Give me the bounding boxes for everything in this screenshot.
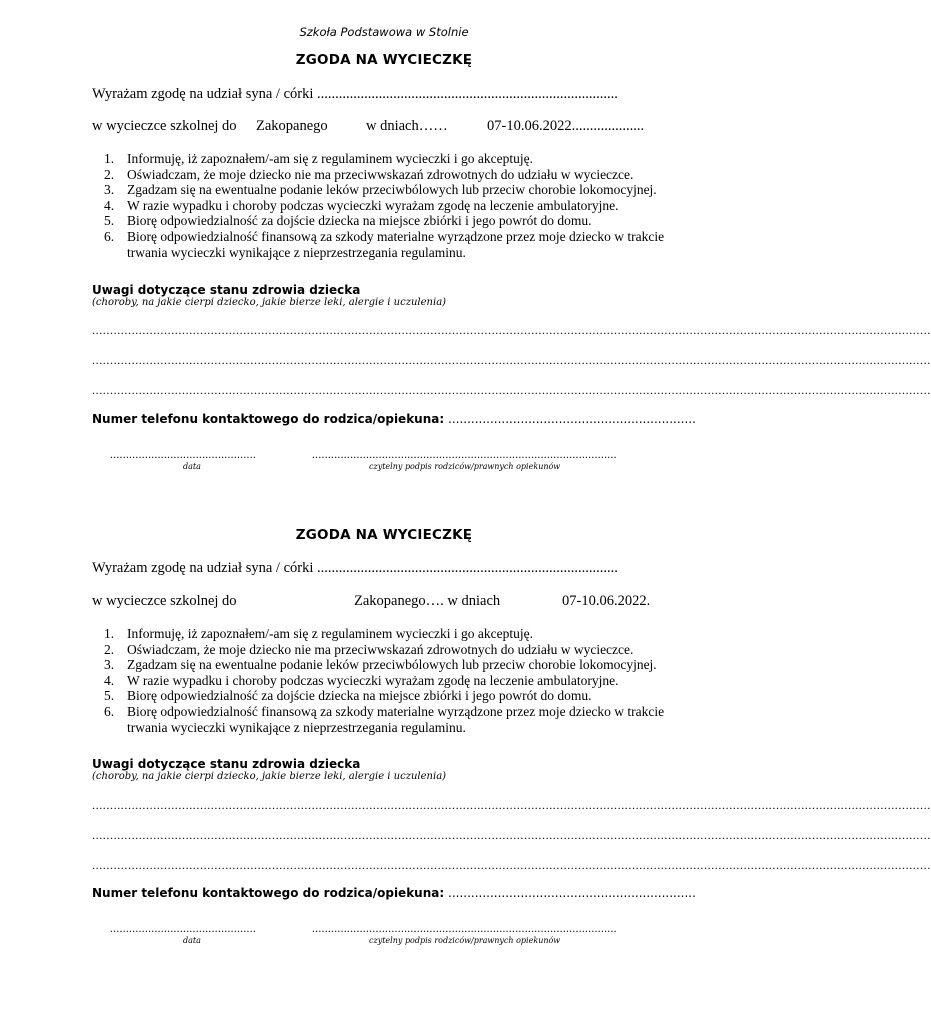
- health-notes-line: .........................................................................................................................................................................................................................................: [92, 798, 931, 812]
- dates-label: w dniach……: [366, 118, 448, 134]
- signature-caption: czytelny podpis rodziców/prawnych opiekunów: [369, 936, 561, 945]
- list-item: [92, 704, 692, 735]
- trip-dates: 07-10.06.2022.: [562, 593, 651, 609]
- trip-destination: Zakopanego: [256, 118, 328, 134]
- list-number: 2.: [104, 166, 115, 182]
- phone-label: Numer telefonu kontaktowego do rodzica/opiekuna:: [92, 412, 445, 426]
- list-item: [92, 642, 692, 658]
- list-number: 1.: [104, 626, 115, 641]
- list-text: Biorę odpowiedzialność finansową za szkody materialne wyrządzone przez moje dziecko w trakcie trwania wycieczki wynikające z nieprzestrzegania regulaminu.: [127, 228, 665, 260]
- health-notes-title: Uwagi dotyczące stanu zdrowia dziecka: [92, 757, 361, 771]
- trip-destination: Zakopanego…. w dniach: [354, 593, 501, 609]
- health-notes-line: .........................................................................................................................................................................................................................................: [92, 828, 931, 842]
- list-number: 4.: [104, 197, 115, 213]
- school-name: Szkoła Podstawowa w Stolnie: [299, 25, 469, 39]
- date-line: ..............................................: [110, 449, 257, 461]
- signature-line: ................................................................................................: [312, 449, 617, 461]
- list-item: [92, 626, 692, 642]
- list-text: Oświadczam, że moje dziecko nie ma przeciwwskazań zdrowotnych do udziału w wycieczce.: [127, 641, 634, 657]
- health-notes-line: .........................................................................................................................................................................................................................................: [92, 323, 931, 337]
- list-number: 1.: [104, 151, 115, 166]
- trip-dates: 07-10.06.2022....................: [487, 118, 645, 134]
- list-text: Informuję, iż zapoznałem/-am się z regulaminem wycieczki i go akceptuję.: [127, 151, 533, 166]
- list-item: [92, 213, 692, 229]
- list-number: 2.: [104, 641, 115, 657]
- phone-dots: .................................................................: [448, 412, 696, 426]
- list-item: [92, 167, 692, 183]
- date-caption: data: [183, 936, 201, 945]
- consent-line: Wyrażam zgodę na udział syna / córki ...................................................................................: [92, 560, 618, 576]
- list-item: [92, 673, 692, 689]
- phone-label: Numer telefonu kontaktowego do rodzica/opiekuna:: [92, 886, 445, 900]
- phone-field: [92, 886, 696, 900]
- health-notes-subtitle: (choroby, na jakie cierpi dziecko, jakie bierze leki, alergie i uczulenia): [92, 297, 447, 308]
- trip-label: w wycieczce szkolnej do: [92, 118, 237, 134]
- list-number: 3.: [104, 182, 115, 198]
- list-item: [92, 657, 692, 673]
- form-title: ZGODA NA WYCIECZKĘ: [295, 52, 473, 68]
- list-item: [92, 198, 692, 214]
- list-text: Zgadzam się na ewentualne podanie leków przeciwbólowych lub przeciw chorobie lokomocyjnej.: [127, 657, 657, 673]
- signature-caption: czytelny podpis rodziców/prawnych opiekunów: [369, 462, 561, 471]
- list-text: Zgadzam się na ewentualne podanie leków przeciwbólowych lub przeciw chorobie lokomocyjnej.: [127, 182, 657, 198]
- list-number: 6.: [104, 228, 115, 244]
- list-number: 5.: [104, 688, 115, 704]
- list-text: Informuję, iż zapoznałem/-am się z regulaminem wycieczki i go akceptuję.: [127, 626, 533, 641]
- health-notes-title: Uwagi dotyczące stanu zdrowia dziecka: [92, 283, 361, 297]
- list-number: 3.: [104, 657, 115, 673]
- consent-line: Wyrażam zgodę na udział syna / córki ...................................................................................: [92, 86, 618, 102]
- list-number: 6.: [104, 703, 115, 719]
- list-item: [92, 688, 692, 704]
- health-notes-line: .........................................................................................................................................................................................................................................: [92, 383, 931, 397]
- declarations-list: [92, 151, 692, 260]
- list-text: Oświadczam, że moje dziecko nie ma przeciwwskazań zdrowotnych do udziału w wycieczce.: [127, 166, 634, 182]
- list-text: Biorę odpowiedzialność za dojście dziecka na miejsce zbiórki i jego powrót do domu.: [127, 213, 592, 229]
- list-text: Biorę odpowiedzialność za dojście dziecka na miejsce zbiórki i jego powrót do domu.: [127, 688, 592, 704]
- declarations-list: [92, 626, 692, 735]
- date-line: ..............................................: [110, 923, 257, 935]
- health-notes-line: .........................................................................................................................................................................................................................................: [92, 353, 931, 367]
- list-text: W razie wypadku i choroby podczas wycieczki wyrażam zgodę na leczenie ambulatoryjne.: [127, 672, 619, 688]
- trip-label: w wycieczce szkolnej do: [92, 593, 237, 609]
- list-text: W razie wypadku i choroby podczas wycieczki wyrażam zgodę na leczenie ambulatoryjne.: [127, 197, 619, 213]
- phone-dots: .................................................................: [448, 886, 696, 900]
- date-caption: data: [183, 462, 201, 471]
- list-number: 5.: [104, 213, 115, 229]
- list-number: 4.: [104, 672, 115, 688]
- health-notes-subtitle: (choroby, na jakie cierpi dziecko, jakie bierze leki, alergie i uczulenia): [92, 771, 447, 782]
- health-notes-line: .........................................................................................................................................................................................................................................: [92, 858, 931, 872]
- phone-field: [92, 412, 696, 426]
- form-title: ZGODA NA WYCIECZKĘ: [295, 527, 473, 543]
- list-item: [92, 182, 692, 198]
- list-item: [92, 151, 692, 167]
- list-text: Biorę odpowiedzialność finansową za szkody materialne wyrządzone przez moje dziecko w trakcie trwania wycieczki wynikające z nieprzestrzegania regulaminu.: [127, 703, 665, 735]
- list-item: [92, 229, 692, 260]
- signature-line: ................................................................................................: [312, 923, 617, 935]
